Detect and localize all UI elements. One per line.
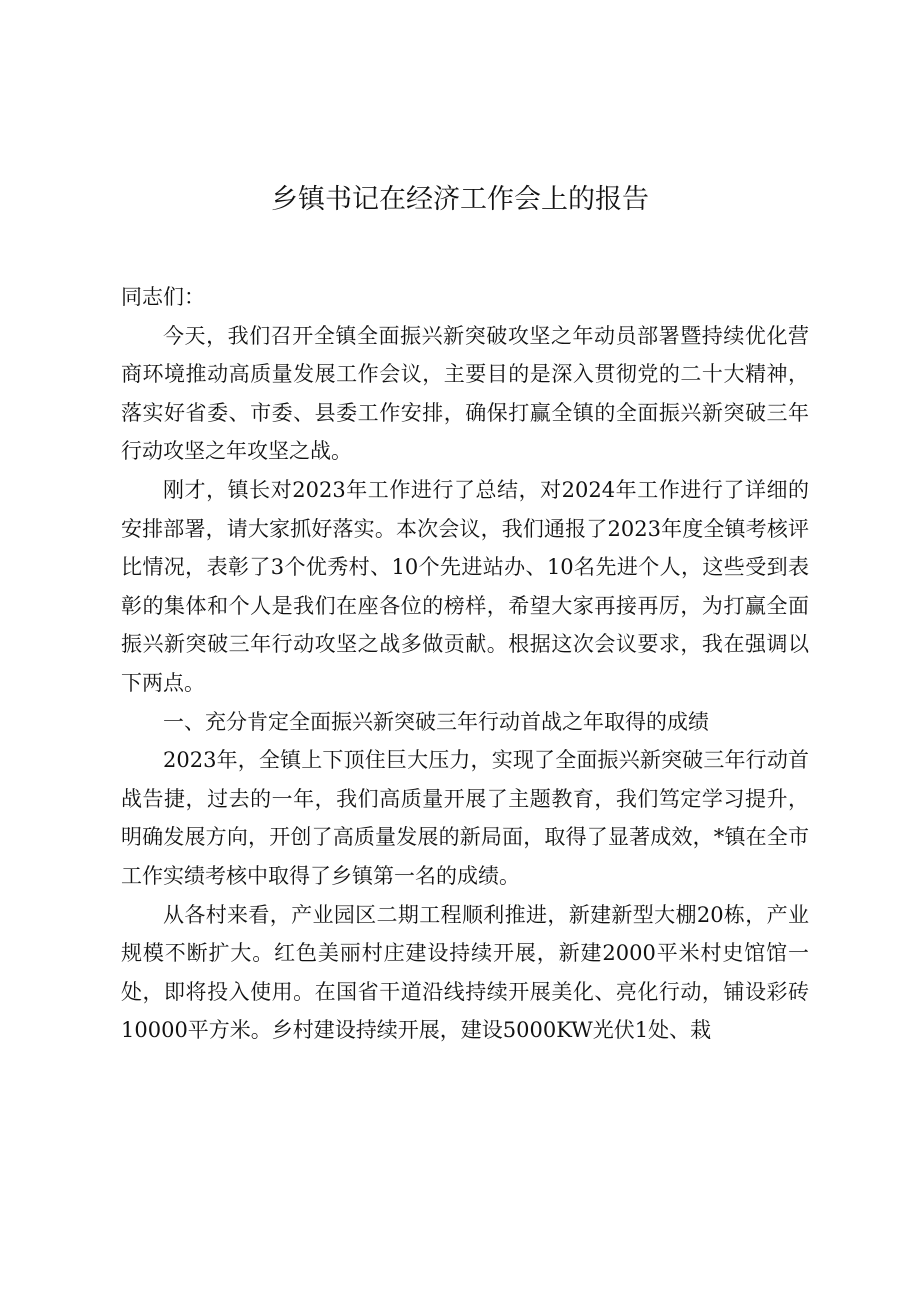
paragraph-opening: 今天，我们召开全镇全面振兴新突破攻坚之年动员部署暨持续优化营商环境推动高质量发展工作会议，主要目的是深入贯彻党的二十大精神，落实好省委、市委、县委工作安排，确保打赢全镇的全面振兴新突破三年行动攻坚之年攻坚之战。 — [121, 323, 809, 464]
document-title: 乡镇书记在经济工作会上的报告 — [271, 184, 649, 215]
paragraph-summary: 刚才，镇长对2023年工作进行了总结，对2024年工作进行了详细的安排部署，请大家抓好落实。本次会议，我们通报了2023年度全镇考核评比情况，表彰了3个优秀村、10个先进站办、10名先进个人，这些受到表彰的集体和个人是我们在座各位的榜样，希望大家再接再厉，为打赢全面振兴新突破三年行动攻坚之战多做贡献。根据这次会议要求，我在强调以下两点。 — [121, 477, 809, 695]
document-body — [121, 278, 809, 1050]
section-heading-1: 一、充分肯定全面振兴新突破三年行动首战之年取得的成绩 — [163, 709, 709, 734]
paragraph-village-progress: 从各村来看，产业园区二期工程顺利推进，新建新型大棚20栋，产业规模不断扩大。红色美丽村庄建设持续开展，新建2000平米村史馆馆一处，即将投入使用。在国省干道沿线持续开展美化、亮化行动，铺设彩砖10000平方米。乡村建设持续开展，建设5000KW光伏1处、栽 — [121, 902, 809, 1043]
salutation: 同志们： — [121, 285, 205, 309]
paragraph-achievements: 2023年，全镇上下顶住巨大压力，实现了全面振兴新突破三年行动首战告捷，过去的一年，我们高质量开展了主题教育，我们笃定学习提升，明确发展方向，开创了高质量发展的新局面，取得了显著成效，*镇在全市工作实绩考核中取得了乡镇第一名的成绩。 — [121, 748, 809, 888]
